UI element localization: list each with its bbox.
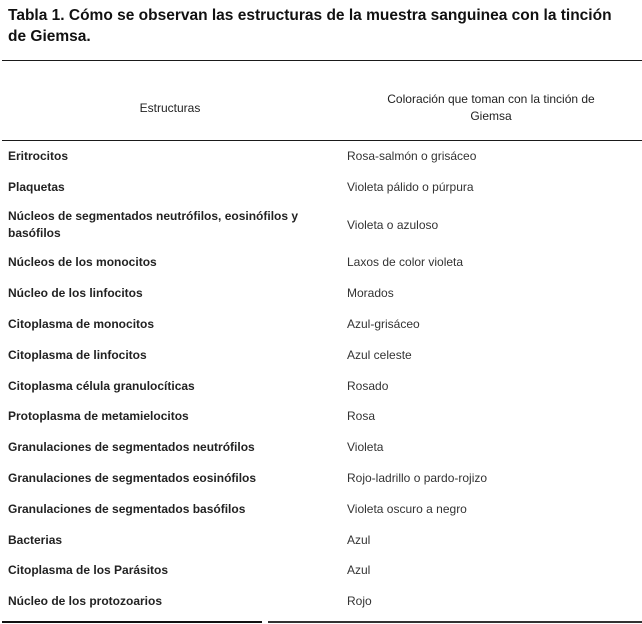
header-coloration: Coloración que toman con la tinción de Giemsa bbox=[387, 92, 595, 123]
color-cell: Rojo-ladrillo o pardo-rojizo bbox=[347, 471, 488, 486]
structure-cell: Núcleos de segmentados neutrófilos, eosinófilos y basófilos bbox=[8, 209, 299, 241]
structure-cell: Eritrocitos bbox=[8, 148, 69, 163]
color-cell: Violeta oscuro a negro bbox=[347, 501, 467, 516]
structure-cell: Citoplasma de los Parásitos bbox=[8, 563, 169, 578]
structure-cell: Núcleo de los linfocitos bbox=[8, 286, 143, 301]
table-row bbox=[0, 172, 642, 203]
table-row bbox=[0, 556, 642, 587]
structure-cell: Granulaciones de segmentados eosinófilos bbox=[8, 471, 257, 486]
color-cell: Rosa-salmón o grisáceo bbox=[347, 148, 477, 163]
table-row bbox=[0, 371, 642, 402]
color-cell: Violeta o azuloso bbox=[347, 217, 439, 232]
structure-cell: Núcleo de los protozoarios bbox=[8, 594, 163, 609]
table-row bbox=[0, 432, 642, 463]
color-cell: Azul-grisáceo bbox=[347, 317, 420, 332]
table-row bbox=[0, 586, 642, 617]
structure-cell: Citoplasma de monocitos bbox=[8, 317, 155, 332]
color-cell: Azul celeste bbox=[347, 347, 412, 362]
table-row bbox=[0, 141, 642, 172]
table-caption: Tabla 1. Cómo se observan las estructuras de la muestra sanguinea con la tinción de Giemsa. bbox=[8, 7, 612, 45]
table-row bbox=[0, 278, 642, 309]
structure-cell: Granulaciones de segmentados neutrófilos bbox=[8, 440, 255, 455]
table-body bbox=[0, 141, 642, 617]
table-row bbox=[0, 309, 642, 340]
table-row bbox=[0, 248, 642, 279]
color-cell: Violeta pálido o púrpura bbox=[347, 179, 474, 194]
color-cell: Azul bbox=[347, 563, 371, 578]
color-cell: Rosado bbox=[347, 378, 389, 393]
structure-cell: Granulaciones de segmentados basófilos bbox=[8, 501, 246, 516]
table-row bbox=[0, 525, 642, 556]
bottom-rule-left bbox=[2, 621, 262, 623]
header-structures: Estructuras bbox=[139, 101, 201, 115]
bottom-rule-right bbox=[268, 621, 642, 623]
color-cell: Violeta bbox=[347, 440, 384, 455]
structure-cell: Citoplasma célula granulocíticas bbox=[8, 378, 195, 393]
color-cell: Morados bbox=[347, 286, 394, 301]
color-cell: Azul bbox=[347, 532, 371, 547]
table-row bbox=[0, 203, 642, 248]
top-rule bbox=[2, 60, 642, 61]
structure-cell: Núcleos de los monocitos bbox=[8, 255, 157, 270]
color-cell: Rojo bbox=[347, 594, 372, 609]
structure-cell: Bacterias bbox=[8, 532, 63, 547]
table-row bbox=[0, 463, 642, 494]
table-row bbox=[0, 494, 642, 525]
structure-cell: Protoplasma de metamielocitos bbox=[8, 409, 189, 424]
structure-cell: Plaquetas bbox=[8, 179, 65, 194]
table-row bbox=[0, 402, 642, 433]
structure-cell: Citoplasma de linfocitos bbox=[8, 347, 147, 362]
color-cell: Rosa bbox=[347, 409, 376, 424]
color-cell: Laxos de color violeta bbox=[347, 255, 464, 270]
table-row bbox=[0, 340, 642, 371]
